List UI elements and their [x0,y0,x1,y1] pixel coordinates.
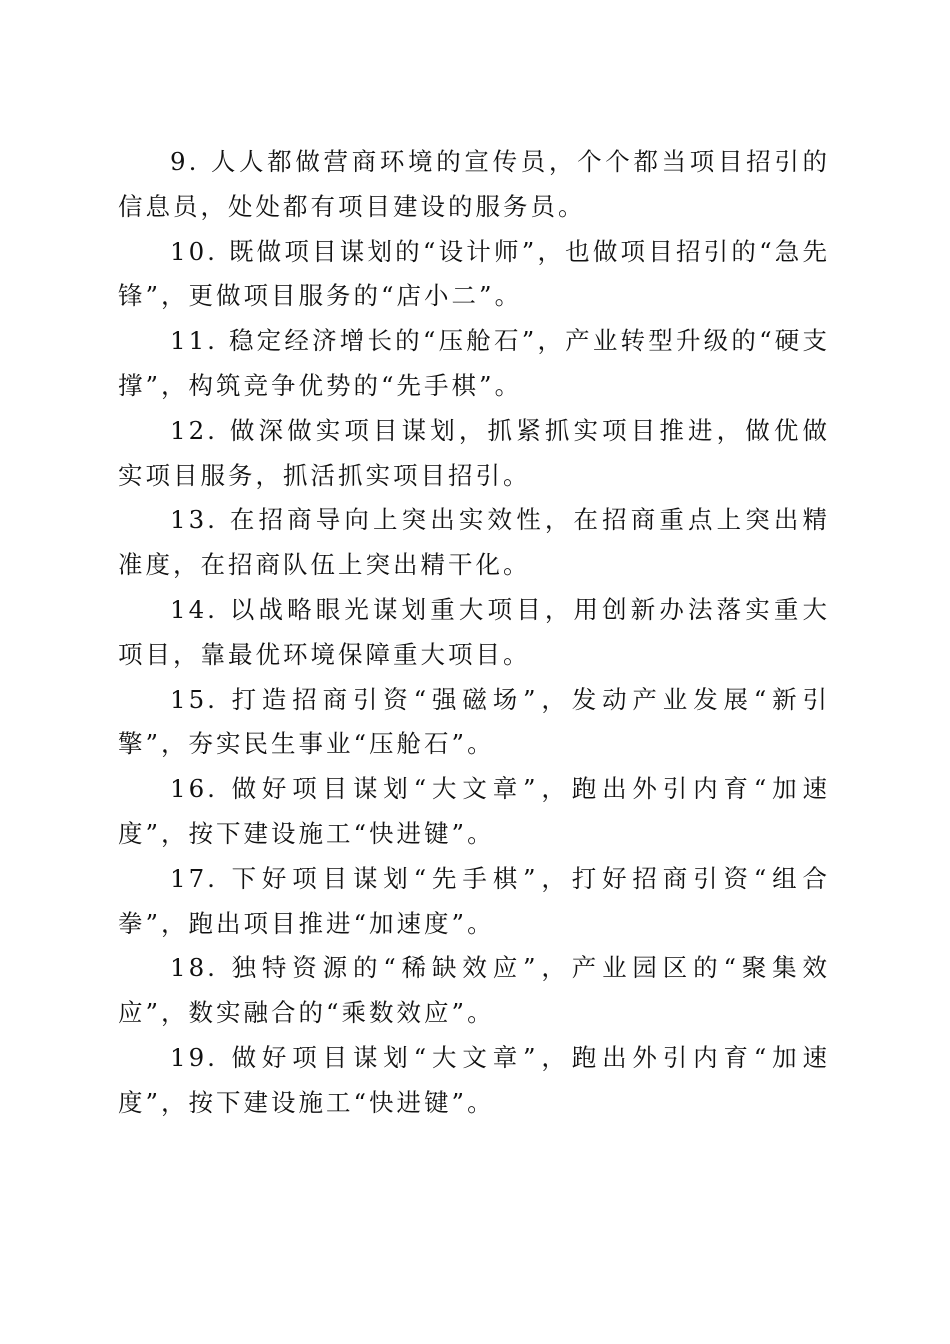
paragraph-item-14: 14. 以战略眼光谋划重大项目，用创新办法落实重大项目，靠最优环境保障重大项目。 [118,594,830,669]
paragraph-item-17: 17. 下好项目谋划“先手棋”，打好招商引资“组合拳”，跑出项目推进“加速度”。 [118,863,830,938]
paragraph-item-19: 19. 做好项目谋划“大文章”，跑出外引内育“加速度”，按下建设施工“快进键”。 [118,1042,830,1117]
paragraph-item-9: 9. 人人都做营商环境的宣传员，个个都当项目招引的信息员，处处都有项目建设的服务员。 [118,147,830,221]
paragraph-item-10: 10. 既做项目谋划的“设计师”，也做项目招引的“急先锋”，更做项目服务的“店小二”。 [118,236,830,311]
document-body [118,140,830,1126]
paragraph-item-18: 18. 独特资源的“稀缺效应”，产业园区的“聚集效应”，数实融合的“乘数效应”。 [118,953,830,1028]
paragraph-item-16: 16. 做好项目谋划“大文章”，跑出外引内育“加速度”，按下建设施工“快进键”。 [118,774,830,848]
paragraph-item-12: 12. 做深做实项目谋划，抓紧抓实项目推进，做优做实项目服务，抓活抓实项目招引。 [118,415,830,490]
paragraph-item-15: 15. 打造招商引资“强磁场”，发动产业发展“新引擎”，夯实民生事业“压舱石”。 [118,684,830,759]
paragraph-item-11: 11. 稳定经济增长的“压舱石”，产业转型升级的“硬支撑”，构筑竞争优势的“先手棋”。 [118,326,830,400]
paragraph-item-13: 13. 在招商导向上突出实效性，在招商重点上突出精准度，在招商队伍上突出精干化。 [118,505,830,580]
